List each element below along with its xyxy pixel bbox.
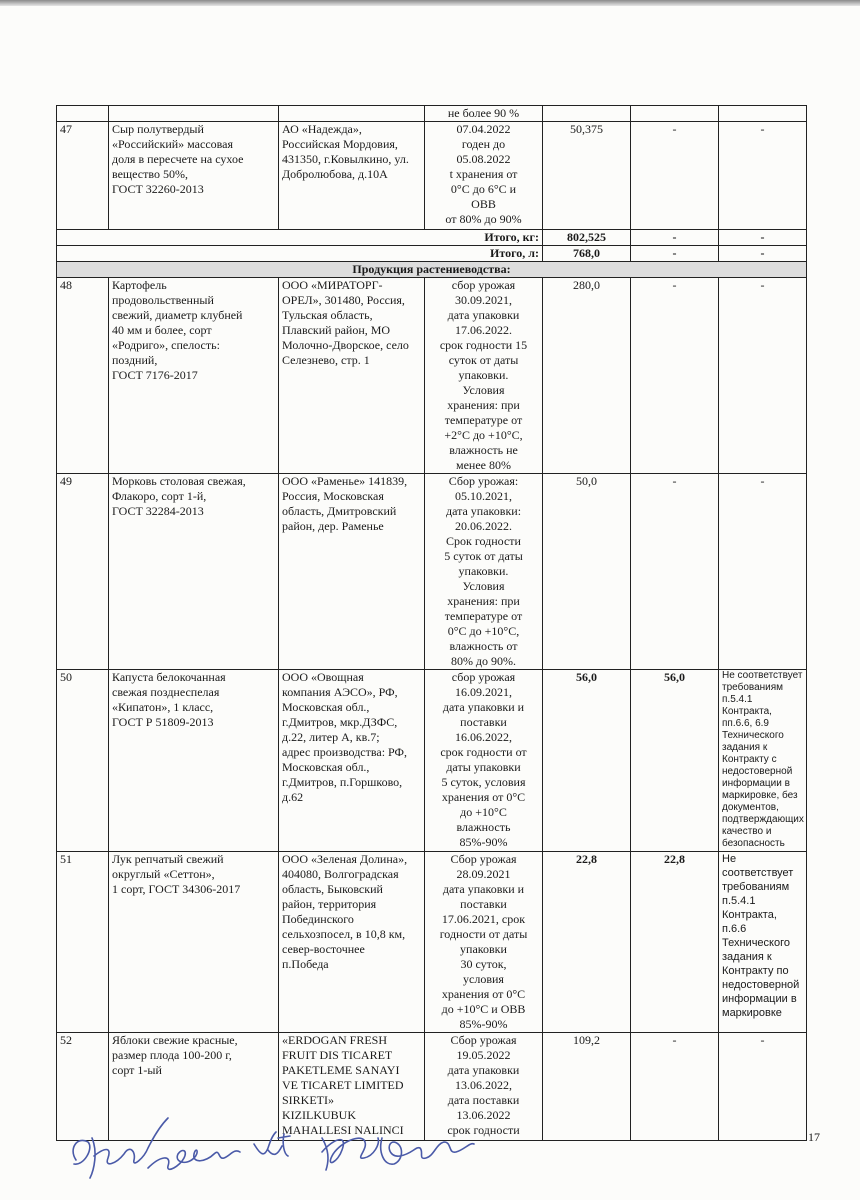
dates-conditions: 07.04.2022 годен до 05.08.2022 t хранения от 0°С до 6°С и ОВВ от 80% до 90% <box>425 122 543 230</box>
total-l-value: 768,0 <box>543 246 631 262</box>
quantity: 50,375 <box>543 122 631 230</box>
total-row-kg <box>57 230 807 246</box>
total-kg-deviation: - <box>631 230 719 246</box>
product-name: Яблоки свежие красные, размер плода 100-200 г, сорт 1-ый <box>109 1033 279 1141</box>
producer-info: ООО «МИРАТОРГ- ОРЕЛ», 301480, Россия, Тульская область, Плавский район, МО Молочно-Дворское, село Селезнево, стр. 1 <box>279 278 425 474</box>
dates-conditions: Сбор урожая: 05.10.2021, дата упаковки: 20.06.2022. Срок годности 5 суток от даты упаковки. Условия хранения: при температуре от 0°С до +10°С, влажность от 80% до 90%. <box>425 474 543 670</box>
cell-deviation <box>631 106 719 122</box>
total-kg-value: 802,525 <box>543 230 631 246</box>
total-l-deviation: - <box>631 246 719 262</box>
deviation: - <box>631 1033 719 1141</box>
page-number: 17 <box>808 1130 820 1144</box>
product-name: Капуста белокочанная свежая позднеспелая «Кипатон», 1 класс, ГОСТ Р 51809-2013 <box>109 670 279 852</box>
dates-conditions: сбор урожая 16.09.2021, дата упаковки и поставки 16.06.2022, срок годности от даты упаковки 5 суток, условия хранения от 0°С до +10°С влажность 85%-90% <box>425 670 543 852</box>
table-row <box>57 122 807 230</box>
table-row <box>57 106 807 122</box>
row-number: 52 <box>57 1033 109 1141</box>
total-kg-note: - <box>719 230 807 246</box>
cell-num <box>57 106 109 122</box>
dates-conditions: сбор урожая 30.09.2021, дата упаковки 17.06.2022. срок годности 15 суток от даты упаковки. Условия хранения: при температуре от +2°С до +10°С, влажность не менее 80% <box>425 278 543 474</box>
quantity: 280,0 <box>543 278 631 474</box>
deviation: 56,0 <box>631 670 719 852</box>
producer-info: ООО «Зеленая Долина», 404080, Волгоградская область, Быковский район, территория Побединского сельхозпосел, в 10,8 км, север-восточнее п.Победа <box>279 852 425 1033</box>
dates-conditions: Сбор урожая 28.09.2021 дата упаковки и поставки 17.06.2021, срок годности от даты упаковки 30 суток, условия хранения от 0°С до +10°С и ОВВ 85%-90% <box>425 852 543 1033</box>
deviation: 22,8 <box>631 852 719 1033</box>
producer-info: ООО «Овощная компания АЭСО», РФ, Московская обл., г.Дмитров, мкр.ДЗФС, д.22, литер А, кв.7; адрес производства: РФ, Московская обл., г.Дмитров, п.Горшково, д.62 <box>279 670 425 852</box>
quantity: 22,8 <box>543 852 631 1033</box>
note: - <box>719 474 807 670</box>
total-l-label: Итого, л: <box>57 246 543 262</box>
table-row <box>57 474 807 670</box>
row-number: 47 <box>57 122 109 230</box>
cell-dates: не более 90 % <box>425 106 543 122</box>
note: - <box>719 278 807 474</box>
product-name: Морковь столовая свежая, Флакоро, сорт 1-й, ГОСТ 32284-2013 <box>109 474 279 670</box>
section-header-row <box>57 262 807 278</box>
product-name: Картофель продовольственный свежий, диаметр клубней 40 мм и более, сорт «Родриго», спелость: поздний, ГОСТ 7176-2017 <box>109 278 279 474</box>
quantity: 50,0 <box>543 474 631 670</box>
dates-conditions: Сбор урожая 19.05.2022 дата упаковки 13.06.2022, дата поставки 13.06.2022 срок годности <box>425 1033 543 1141</box>
note: - <box>719 122 807 230</box>
table-row <box>57 670 807 852</box>
handwritten-signatures <box>64 1108 624 1188</box>
producer-info: ООО «Раменье» 141839, Россия, Московская область, Дмитровский район, дер. Раменье <box>279 474 425 670</box>
deviation: - <box>631 122 719 230</box>
note: - <box>719 1033 807 1141</box>
row-number: 51 <box>57 852 109 1033</box>
total-row-l <box>57 246 807 262</box>
quantity: 109,2 <box>543 1033 631 1141</box>
inspection-table <box>56 105 807 1141</box>
scan-top-edge <box>0 0 860 6</box>
quantity: 56,0 <box>543 670 631 852</box>
table-row <box>57 852 807 1033</box>
row-number: 49 <box>57 474 109 670</box>
cell-producer <box>279 106 425 122</box>
row-number: 50 <box>57 670 109 852</box>
total-kg-label: Итого, кг: <box>57 230 543 246</box>
product-name: Лук репчатый свежий округлый «Сеттон», 1 сорт, ГОСТ 34306-2017 <box>109 852 279 1033</box>
section-title: Продукция растениеводства: <box>57 262 807 278</box>
total-l-note: - <box>719 246 807 262</box>
product-name: Сыр полутвердый «Российский» массовая доля в пересчете на сухое вещество 50%, ГОСТ 32260-2013 <box>109 122 279 230</box>
note: Не соответствует требованиям п.5.4.1 Контракта, п.6.6 Технического задания к Контракту по недостоверной информации в маркировке <box>719 852 807 1033</box>
note: Не соответствует требованиям п.5.4.1 Контракта, пп.6.6, 6.9 Технического задания к Контракту с недостоверной информации в маркировке, без документов, подтверждающих качество и безопасность <box>719 670 807 852</box>
cell-note <box>719 106 807 122</box>
cell-qty <box>543 106 631 122</box>
producer-info: «ERDOGAN FRESH FRUIT DIS TICARET PAKETLEME SANAYI VE TICARET LIMITED SIRKETI» KIZILKUBUK MAHALLESI NALINCI <box>279 1033 425 1141</box>
row-number: 48 <box>57 278 109 474</box>
deviation: - <box>631 474 719 670</box>
table-row <box>57 278 807 474</box>
deviation: - <box>631 278 719 474</box>
cell-product <box>109 106 279 122</box>
producer-info: АО «Надежда», Российская Мордовия, 431350, г.Ковылкино, ул. Добролюбова, д.10А <box>279 122 425 230</box>
